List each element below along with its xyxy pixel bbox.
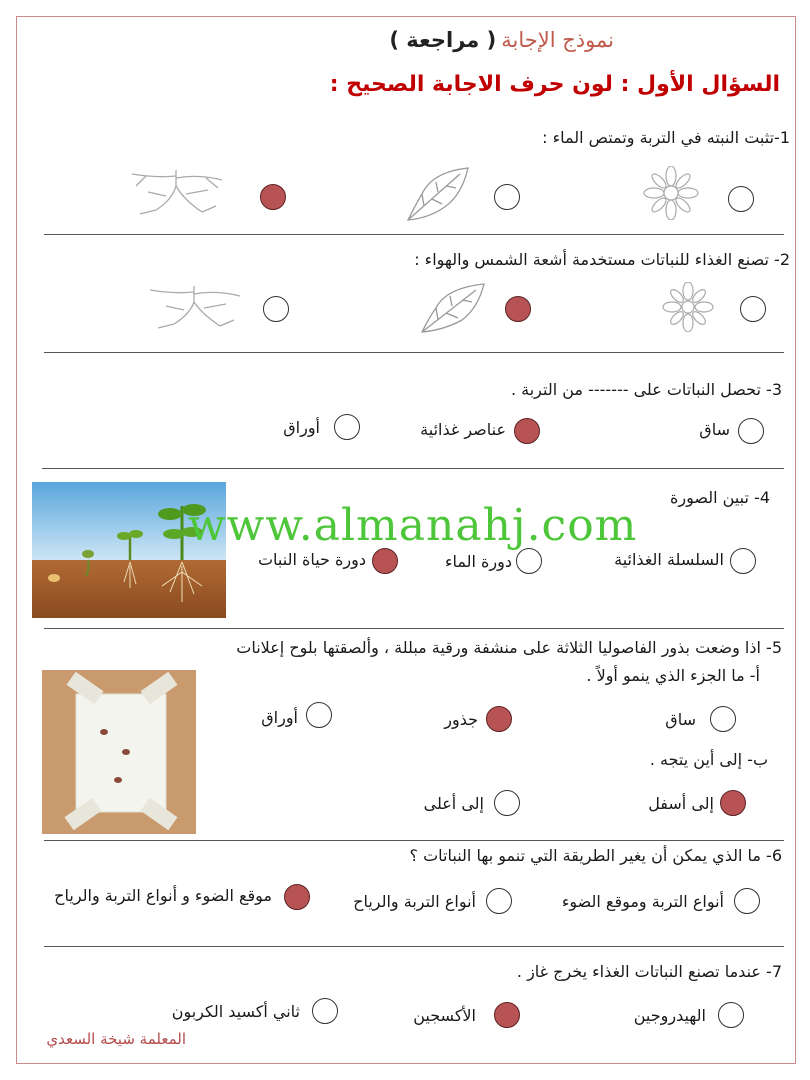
answer-model-title xyxy=(389,28,614,52)
q1-option-leaf-radio[interactable] xyxy=(494,184,520,210)
q2-option-roots-radio[interactable] xyxy=(263,296,289,322)
q3-option-2-radio[interactable] xyxy=(514,418,540,444)
question-4: 4- تبين الصورة xyxy=(670,488,770,507)
q3-option-1-label: ساق xyxy=(699,420,730,439)
q4-option-3-label: دورة حياة النبات xyxy=(257,550,366,569)
divider xyxy=(44,628,784,629)
divider xyxy=(42,468,784,469)
q2-option-flower-radio[interactable] xyxy=(740,296,766,322)
q6-option-3-radio[interactable] xyxy=(284,884,310,910)
q4-option-2-label: دورة الماء xyxy=(444,552,512,571)
q4-option-3-radio[interactable] xyxy=(372,548,398,574)
question-5a: أ- ما الجزء الذي ينمو أولاً . xyxy=(586,666,760,685)
divider xyxy=(44,840,784,841)
q5a-option-3-radio[interactable] xyxy=(306,702,332,728)
divider xyxy=(44,946,784,947)
q4-option-2-radio[interactable] xyxy=(516,548,542,574)
q5a-option-2-label: جذور xyxy=(444,710,478,729)
leaf-icon xyxy=(416,280,488,336)
divider xyxy=(44,234,784,235)
q7-option-2-label: الأكسجين xyxy=(413,1006,476,1025)
question-1: 1-تثبت النبته في التربة وتمتص الماء : xyxy=(542,128,790,147)
roots-icon xyxy=(144,282,244,332)
teacher-signature: المعلمة شيخة السعدي xyxy=(46,1030,186,1048)
q5a-option-3-label: أوراق xyxy=(261,708,298,727)
divider xyxy=(44,352,784,353)
question-5b: ب- إلى أين يتجه . xyxy=(649,750,768,769)
q3-option-2-label: عناصر غذائية xyxy=(420,420,506,439)
q6-option-3-label: موقع الضوء و أنواع التربة والرياح xyxy=(54,886,272,905)
bean-towel-image xyxy=(42,670,196,834)
q7-option-3-label: ثاني أكسيد الكربون xyxy=(171,1002,300,1021)
q5b-option-2-label: إلى أعلى xyxy=(423,794,484,813)
q5a-option-2-radio[interactable] xyxy=(486,706,512,732)
q6-option-1-label: أنواع التربة وموقع الضوء xyxy=(561,892,724,911)
section-title: السؤال الأول : لون حرف الاجابة الصحيح : xyxy=(329,72,780,97)
q5b-option-2-radio[interactable] xyxy=(494,790,520,816)
q7-option-1-radio[interactable] xyxy=(718,1002,744,1028)
watermark: www.almanahj.com xyxy=(188,500,638,551)
q4-option-1-radio[interactable] xyxy=(730,548,756,574)
question-2: 2- تصنع الغذاء للنباتات مستخدمة أشعة الشمس والهواء : xyxy=(414,250,790,269)
q5a-option-1-radio[interactable] xyxy=(710,706,736,732)
flower-icon xyxy=(640,166,702,220)
q7-option-1-label: الهيدروجين xyxy=(633,1006,706,1025)
q2-option-leaf-radio[interactable] xyxy=(505,296,531,322)
question-5: 5- اذا وضعت بذور الفاصوليا الثلاثة على منشفة ورقية مبللة ، وألصقتها بلوح إعلانات xyxy=(236,638,782,657)
question-6: 6- ما الذي يمكن أن يغير الطريقة التي تنمو بها النباتات ؟ xyxy=(409,846,782,865)
q3-option-1-radio[interactable] xyxy=(738,418,764,444)
q4-option-1-label: السلسلة الغذائية xyxy=(614,550,724,569)
q6-option-2-label: أنواع التربة والرياح xyxy=(353,892,476,911)
q1-option-flower-radio[interactable] xyxy=(728,186,754,212)
q6-option-1-radio[interactable] xyxy=(734,888,760,914)
q7-option-2-radio[interactable] xyxy=(494,1002,520,1028)
review-label: ( مراجعة ) xyxy=(389,28,497,52)
q3-option-3-radio[interactable] xyxy=(334,414,360,440)
q7-option-3-radio[interactable] xyxy=(312,998,338,1024)
q5b-option-1-radio[interactable] xyxy=(720,790,746,816)
q3-option-3-label: أوراق xyxy=(283,418,320,437)
q1-option-roots-radio[interactable] xyxy=(260,184,286,210)
q5a-option-1-label: ساق xyxy=(665,710,696,729)
leaf-icon xyxy=(402,164,472,224)
model-label: نموذج الإجابة xyxy=(501,28,614,52)
question-7: 7- عندما تصنع النباتات الغذاء يخرج غاز . xyxy=(516,962,782,981)
question-3: 3- تحصل النباتات على ------- من التربة . xyxy=(510,380,782,399)
q6-option-2-radio[interactable] xyxy=(486,888,512,914)
flower-icon xyxy=(660,282,716,332)
q5b-option-1-label: إلى أسفل xyxy=(648,794,714,813)
roots-icon xyxy=(126,166,226,218)
